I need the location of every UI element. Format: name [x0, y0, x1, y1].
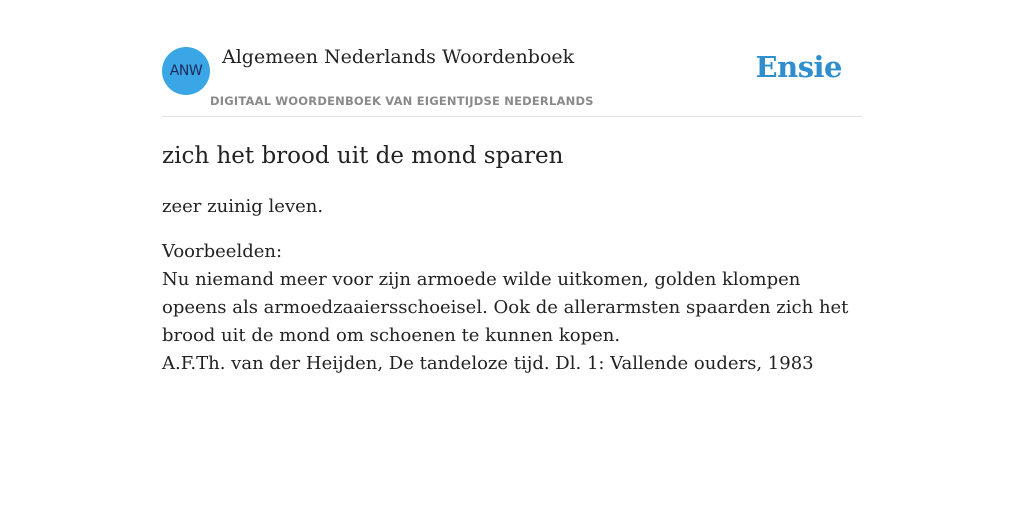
examples-label: Voorbeelden: — [162, 241, 283, 262]
example-text: Nu niemand meer voor zijn armoede wilde uitkomen, golden klompen opeens als armoedzaaiersschoeisel. Ook de allerarmsten spaarden zich het brood uit de mond om schoenen te kunnen kopen. — [162, 269, 849, 346]
ensie-brand-link[interactable]: Ensie — [755, 50, 842, 84]
site-header — [162, 0, 862, 117]
page-container — [162, 0, 862, 378]
entry-title: zich het brood uit de mond sparen — [162, 143, 564, 169]
entry-definition: zeer zuinig leven. — [162, 196, 324, 217]
logo-text: ANW — [169, 63, 203, 79]
examples-section — [162, 238, 862, 378]
example-source: A.F.Th. van der Heijden, De tandeloze tijd. Dl. 1: Vallende ouders, 1983 — [162, 353, 814, 374]
anw-logo[interactable] — [162, 47, 210, 95]
site-title[interactable]: Algemeen Nederlands Woordenboek — [222, 46, 575, 68]
site-subtitle: DIGITAAL WOORDENBOEK VAN EIGENTIJDSE NEDERLANDS — [210, 94, 594, 108]
